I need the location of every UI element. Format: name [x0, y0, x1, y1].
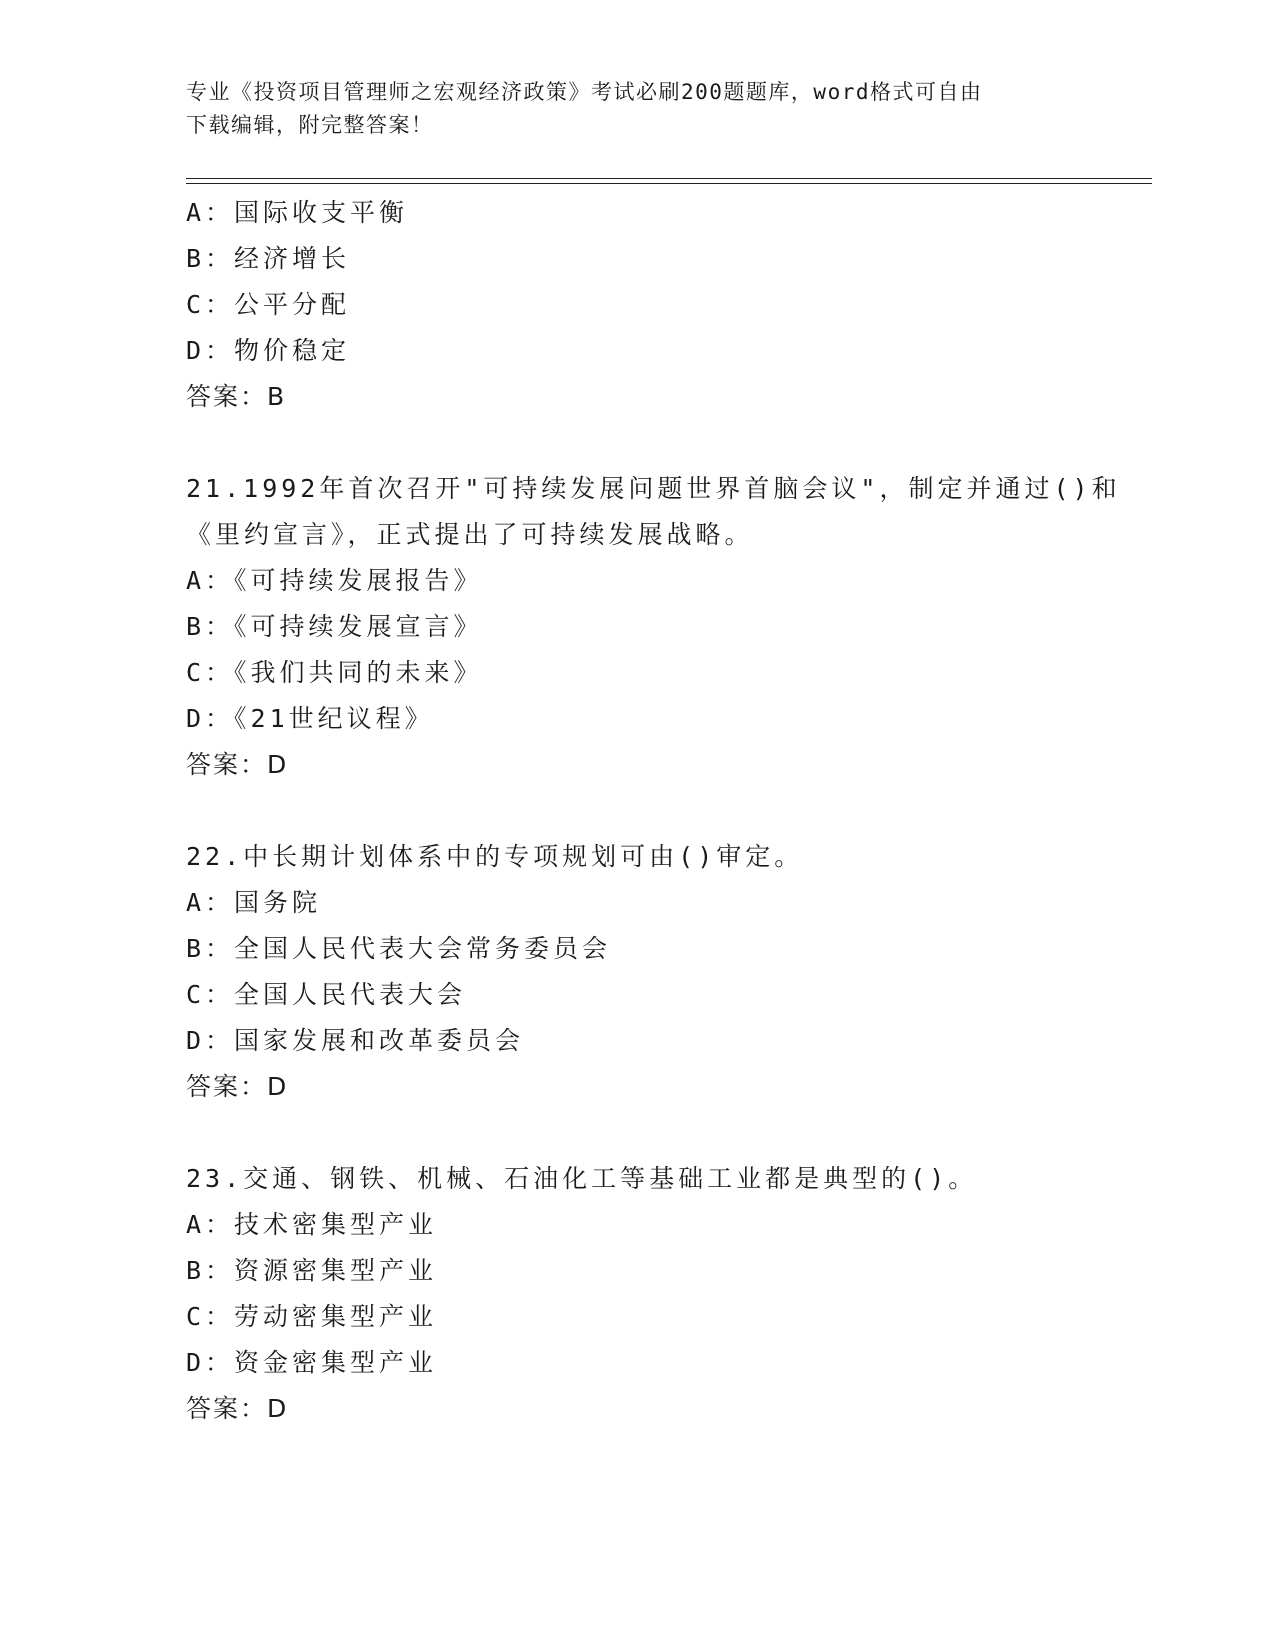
question-stem: 22.中长期计划体系中的专项规划可由()审定。	[186, 842, 804, 871]
question-20	[186, 190, 1146, 420]
question-23	[186, 1156, 1146, 1432]
spacer	[186, 420, 1146, 466]
question-stem: 21.1992年首次召开"可持续发展问题世界首脑会议"，制定并通过()和	[186, 474, 1121, 503]
option-a: A：技术密集型产业	[186, 1210, 438, 1239]
header-line-1: 专业《投资项目管理师之宏观经济政策》考试必刷200题题库，word格式可自由	[186, 80, 983, 104]
spacer	[186, 1110, 1146, 1156]
option-c: C：劳动密集型产业	[186, 1302, 438, 1331]
option-b: B：经济增长	[186, 244, 351, 273]
question-list	[186, 190, 1146, 1432]
option-a: A：国务院	[186, 888, 322, 917]
option-b: B：资源密集型产业	[186, 1256, 438, 1285]
question-21	[186, 466, 1146, 788]
option-c: C：《我们共同的未来》	[186, 658, 483, 687]
option-b: B：《可持续发展宣言》	[186, 612, 483, 641]
answer: 答案：D	[186, 1394, 289, 1423]
option-d: D：国家发展和改革委员会	[186, 1026, 525, 1055]
option-a: A：《可持续发展报告》	[186, 566, 483, 595]
header-line-2: 下载编辑，附完整答案！	[186, 113, 434, 137]
option-c: C：公平分配	[186, 290, 351, 319]
option-d: D：《21世纪议程》	[186, 704, 434, 733]
answer: 答案：D	[186, 1072, 289, 1101]
question-22	[186, 834, 1146, 1110]
option-d: D：物价稳定	[186, 336, 351, 365]
header-divider-top	[186, 178, 1152, 179]
option-b: B：全国人民代表大会常务委员会	[186, 934, 612, 963]
header-divider-bottom	[186, 183, 1152, 184]
document-header	[186, 76, 1086, 142]
option-a: A：国际收支平衡	[186, 198, 409, 227]
option-c: C：全国人民代表大会	[186, 980, 467, 1009]
spacer	[186, 788, 1146, 834]
question-stem-continued: 《里约宣言》，正式提出了可持续发展战略。	[186, 520, 754, 549]
answer: 答案：B	[186, 382, 287, 411]
question-stem: 23.交通、钢铁、机械、石油化工等基础工业都是典型的()。	[186, 1164, 978, 1193]
answer: 答案：D	[186, 750, 289, 779]
option-d: D：资金密集型产业	[186, 1348, 438, 1377]
